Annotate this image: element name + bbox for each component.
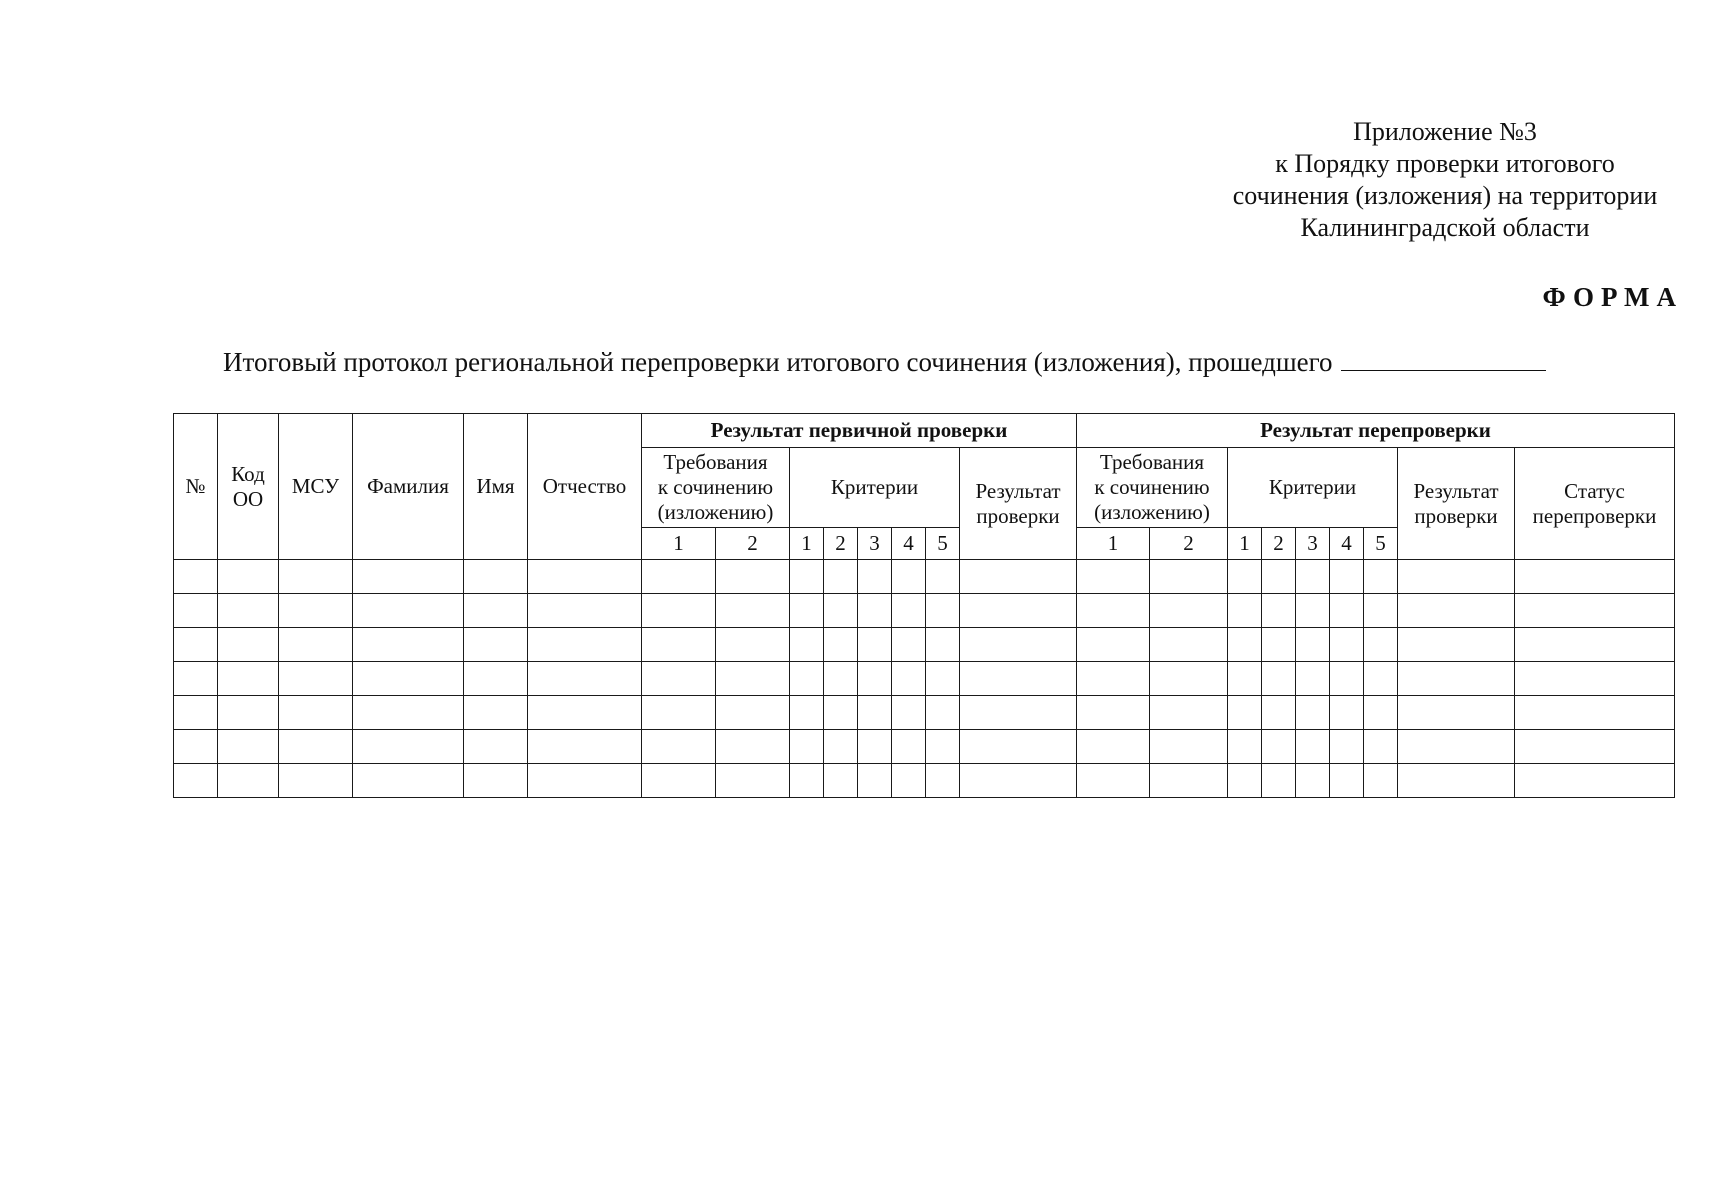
table-cell — [528, 764, 642, 798]
table-body — [174, 560, 1675, 798]
col-header-surname-text: Фамилия — [367, 474, 449, 498]
table-cell — [892, 730, 926, 764]
table-cell — [716, 730, 790, 764]
table-cell — [1364, 696, 1398, 730]
table-cell — [279, 696, 353, 730]
col-header-code-line: Код — [231, 461, 265, 486]
table-cell — [464, 696, 528, 730]
table-cell — [1398, 662, 1515, 696]
table-cell — [790, 730, 824, 764]
table-cell — [1330, 628, 1364, 662]
table-cell — [1515, 560, 1675, 594]
table-cell — [174, 594, 218, 628]
table-cell — [824, 628, 858, 662]
table-cell — [926, 662, 960, 696]
primary-req-number: 2 — [716, 528, 790, 560]
table-cell — [824, 594, 858, 628]
table-cell — [528, 628, 642, 662]
table-cell — [174, 628, 218, 662]
table-cell — [1228, 696, 1262, 730]
table-cell — [892, 696, 926, 730]
primary-crit-number: 4 — [892, 528, 926, 560]
table-cell — [926, 696, 960, 730]
table-cell — [1150, 662, 1228, 696]
table-cell — [1364, 730, 1398, 764]
col-header-patronymic — [528, 414, 642, 560]
table-cell — [790, 696, 824, 730]
recheck-req-number: 1 — [1077, 528, 1150, 560]
recheck-crit-number: 3 — [1296, 528, 1330, 560]
recheck-criteria-header: Критерии — [1228, 448, 1398, 528]
table-cell — [1150, 696, 1228, 730]
requirements-line: Требования — [1099, 450, 1205, 474]
fill-in-blank — [1341, 348, 1546, 371]
table-cell — [464, 628, 528, 662]
table-cell — [716, 662, 790, 696]
result-line: проверки — [1414, 503, 1498, 528]
table-cell — [1364, 560, 1398, 594]
table-cell — [1296, 662, 1330, 696]
table-cell — [1330, 662, 1364, 696]
table-cell — [716, 560, 790, 594]
table-cell — [1228, 594, 1262, 628]
table-cell — [1364, 628, 1398, 662]
table-cell — [279, 594, 353, 628]
recheck-crit-number: 5 — [1364, 528, 1398, 560]
table-cell — [1262, 594, 1296, 628]
table-cell — [892, 560, 926, 594]
table-cell — [1262, 764, 1296, 798]
table-cell — [1364, 764, 1398, 798]
table-cell — [1398, 696, 1515, 730]
requirements-line: к сочинению — [657, 475, 774, 499]
table-cell — [716, 696, 790, 730]
table-cell — [1077, 628, 1150, 662]
requirements-line: (изложению) — [1094, 500, 1210, 524]
table-cell — [1228, 560, 1262, 594]
table-cell — [279, 662, 353, 696]
table-cell — [1364, 662, 1398, 696]
col-header-code — [218, 414, 279, 560]
protocol-title: Итоговый протокол региональной перепроверки итогового сочинения (изложения), прошедшего — [223, 347, 1333, 377]
table-cell — [218, 662, 279, 696]
table-cell — [464, 662, 528, 696]
table-cell — [716, 764, 790, 798]
primary-crit-number: 5 — [926, 528, 960, 560]
table-cell — [926, 560, 960, 594]
table-cell — [218, 730, 279, 764]
protocol-table — [173, 413, 1675, 798]
table-cell — [960, 662, 1077, 696]
table-cell — [174, 560, 218, 594]
table-row — [174, 662, 1675, 696]
table-cell — [218, 628, 279, 662]
table-cell — [858, 696, 892, 730]
table-cell — [926, 730, 960, 764]
table-cell — [1515, 696, 1675, 730]
table-cell — [1330, 560, 1364, 594]
table-cell — [642, 696, 716, 730]
table-cell — [353, 696, 464, 730]
table-row — [174, 730, 1675, 764]
table-cell — [1150, 594, 1228, 628]
table-row — [174, 560, 1675, 594]
table-cell — [218, 594, 279, 628]
table-cell — [824, 696, 858, 730]
table-cell — [1398, 628, 1515, 662]
table-cell — [1398, 764, 1515, 798]
table-cell — [353, 560, 464, 594]
table-cell — [1515, 764, 1675, 798]
result-line: Результат — [1413, 478, 1499, 503]
table-cell — [1330, 696, 1364, 730]
table-cell — [1228, 628, 1262, 662]
table-cell — [926, 594, 960, 628]
table-cell — [858, 764, 892, 798]
status-line: Статус — [1564, 478, 1625, 503]
table-cell — [353, 628, 464, 662]
appendix-line: сочинения (изложения) на территории — [1232, 181, 1658, 210]
table-cell — [1296, 594, 1330, 628]
table-cell — [279, 764, 353, 798]
table-cell — [218, 696, 279, 730]
table-cell — [642, 730, 716, 764]
table-cell — [824, 764, 858, 798]
table-cell — [1150, 730, 1228, 764]
primary-crit-number: 3 — [858, 528, 892, 560]
table-cell — [892, 594, 926, 628]
table-cell — [528, 696, 642, 730]
table-cell — [790, 560, 824, 594]
table-cell — [528, 662, 642, 696]
table-cell — [1398, 730, 1515, 764]
table-cell — [858, 594, 892, 628]
table-cell — [1150, 764, 1228, 798]
table-cell — [218, 560, 279, 594]
primary-req-number: 1 — [642, 528, 716, 560]
table-cell — [279, 560, 353, 594]
appendix-block — [1180, 116, 1710, 244]
table-cell — [642, 764, 716, 798]
appendix-line: Калининградской области — [1300, 213, 1590, 242]
table-cell — [858, 628, 892, 662]
table-cell — [1398, 560, 1515, 594]
table-cell — [642, 594, 716, 628]
table-cell — [1262, 662, 1296, 696]
table-cell — [1077, 764, 1150, 798]
primary-requirements-header — [642, 448, 790, 528]
primary-criteria-header: Критерии — [790, 448, 960, 528]
table-cell — [960, 764, 1077, 798]
table-cell — [464, 594, 528, 628]
table-cell — [960, 628, 1077, 662]
table-cell — [1150, 560, 1228, 594]
recheck-crit-number: 2 — [1262, 528, 1296, 560]
table-cell — [1228, 764, 1262, 798]
table-cell — [858, 730, 892, 764]
table-cell — [1077, 594, 1150, 628]
primary-crit-number: 1 — [790, 528, 824, 560]
table-cell — [926, 764, 960, 798]
appendix-line: к Порядку проверки итогового — [1275, 149, 1615, 178]
table-cell — [960, 696, 1077, 730]
form-label: ФОРМА — [1542, 282, 1683, 312]
table-cell — [716, 628, 790, 662]
table-cell — [528, 730, 642, 764]
col-header-patronymic-text: Отчество — [542, 474, 627, 498]
table-cell — [642, 662, 716, 696]
table-cell — [353, 662, 464, 696]
table-row — [174, 628, 1675, 662]
table-cell — [218, 764, 279, 798]
table-cell — [1228, 662, 1262, 696]
table-cell — [1515, 594, 1675, 628]
table-cell — [1077, 730, 1150, 764]
table-cell — [1515, 730, 1675, 764]
table-cell — [528, 560, 642, 594]
col-header-name — [464, 414, 528, 560]
table-cell — [1296, 560, 1330, 594]
table-cell — [279, 628, 353, 662]
table-cell — [790, 594, 824, 628]
requirements-line: к сочинению — [1094, 475, 1210, 499]
table-cell — [824, 560, 858, 594]
table-cell — [960, 594, 1077, 628]
table-cell — [892, 628, 926, 662]
table-cell — [1228, 730, 1262, 764]
result-line: Результат — [975, 478, 1061, 503]
col-header-code-line: ОО — [232, 486, 264, 511]
col-header-num-text: № — [185, 474, 206, 498]
table-cell — [1364, 594, 1398, 628]
recheck-result-header — [1398, 448, 1515, 560]
table-cell — [892, 662, 926, 696]
table-cell — [1330, 764, 1364, 798]
result-line: проверки — [976, 503, 1060, 528]
primary-result-header — [960, 448, 1077, 560]
table-cell — [1515, 628, 1675, 662]
table-cell — [1077, 662, 1150, 696]
recheck-req-number: 2 — [1150, 528, 1228, 560]
table-cell — [1262, 628, 1296, 662]
group-header-recheck: Результат перепроверки — [1077, 414, 1675, 448]
table-cell — [858, 560, 892, 594]
table-cell — [1262, 696, 1296, 730]
table-cell — [279, 730, 353, 764]
table-cell — [1296, 730, 1330, 764]
table-cell — [1515, 662, 1675, 696]
table-row — [174, 764, 1675, 798]
table-cell — [960, 560, 1077, 594]
table-cell — [1077, 560, 1150, 594]
table-cell — [1296, 764, 1330, 798]
table-cell — [1077, 696, 1150, 730]
table-cell — [1296, 696, 1330, 730]
table-cell — [174, 764, 218, 798]
table-cell — [642, 560, 716, 594]
table-row — [174, 696, 1675, 730]
table-cell — [1262, 560, 1296, 594]
col-header-msu-text: МСУ — [291, 474, 340, 498]
col-header-name-text: Имя — [476, 474, 515, 498]
table-cell — [1150, 628, 1228, 662]
table-cell — [716, 594, 790, 628]
appendix-line: Приложение №3 — [1353, 117, 1537, 146]
table-cell — [1262, 730, 1296, 764]
table-cell — [642, 628, 716, 662]
recheck-status-header — [1515, 448, 1675, 560]
table-cell — [960, 730, 1077, 764]
recheck-crit-number: 4 — [1330, 528, 1364, 560]
table-cell — [464, 764, 528, 798]
table-cell — [892, 764, 926, 798]
table-cell — [464, 730, 528, 764]
table-cell — [353, 764, 464, 798]
table-cell — [858, 662, 892, 696]
table-cell — [824, 730, 858, 764]
col-header-num — [174, 414, 218, 560]
table-cell — [1398, 594, 1515, 628]
table-cell — [926, 628, 960, 662]
table-cell — [1296, 628, 1330, 662]
protocol-title-block — [223, 347, 1546, 378]
requirements-line: Требования — [663, 450, 768, 474]
recheck-crit-number: 1 — [1228, 528, 1262, 560]
table-cell — [790, 662, 824, 696]
table-cell — [1330, 730, 1364, 764]
group-header-primary: Результат первичной проверки — [642, 414, 1077, 448]
table-cell — [174, 696, 218, 730]
status-line: перепроверки — [1532, 503, 1657, 528]
table-cell — [174, 730, 218, 764]
table-cell — [174, 662, 218, 696]
table-cell — [353, 594, 464, 628]
recheck-requirements-header — [1077, 448, 1228, 528]
col-header-msu — [279, 414, 353, 560]
table-row — [174, 594, 1675, 628]
primary-crit-number: 2 — [824, 528, 858, 560]
table-cell — [528, 594, 642, 628]
table-cell — [464, 560, 528, 594]
table-cell — [790, 628, 824, 662]
requirements-line: (изложению) — [657, 500, 774, 524]
col-header-surname — [353, 414, 464, 560]
table-cell — [1330, 594, 1364, 628]
table-cell — [790, 764, 824, 798]
table-cell — [824, 662, 858, 696]
table-cell — [353, 730, 464, 764]
